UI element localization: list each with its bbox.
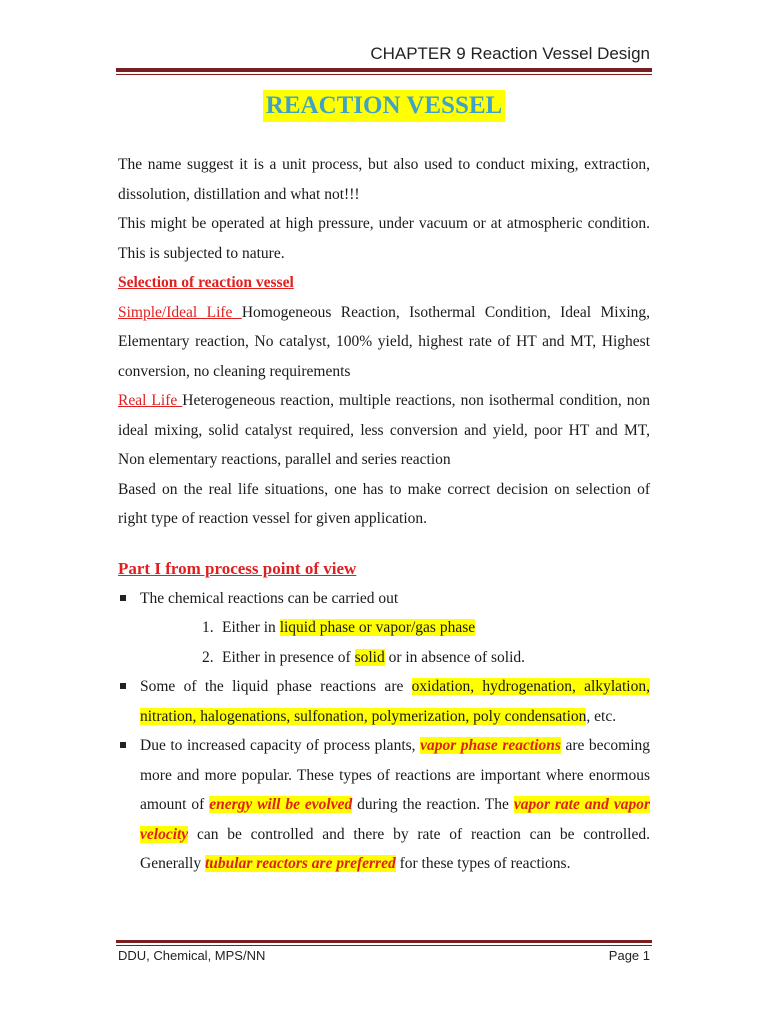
square-bullet-icon	[120, 595, 126, 601]
bullet-3-text: are becoming more and more popular. These types of reactions are important where enormous amount of	[140, 737, 651, 813]
part1-bullet-list	[118, 584, 650, 879]
sub2-text: Either in presence of	[222, 648, 355, 666]
bullet-3-text: Due to increased capacity of process plants,	[140, 737, 421, 754]
square-bullet-icon	[120, 742, 126, 748]
bullet-3-text: for these types of reactions.	[395, 855, 571, 872]
numbered-sublist	[140, 613, 650, 672]
list-item	[118, 731, 650, 879]
bullet-3-highlight-1: vapor phase reactions	[420, 737, 561, 754]
list-item	[202, 613, 650, 643]
page-number: Page 1	[608, 948, 650, 963]
item-number: 2.	[202, 648, 214, 666]
header-rule	[116, 68, 652, 72]
footer-left: DDU, Chemical, MPS/NN	[118, 948, 266, 963]
bullet-1-text: The chemical reactions can be carried out	[140, 589, 399, 607]
intro-paragraph-2: This might be operated at high pressure, under vacuum or at atmospheric condition. This is subjected to nature.	[118, 215, 650, 262]
ideal-life-paragraph	[118, 298, 650, 387]
square-bullet-icon	[120, 683, 126, 689]
sub2-highlight: solid	[354, 648, 385, 666]
ideal-life-label: Simple/Ideal Life	[118, 303, 242, 321]
intro-paragraph-1: The name suggest it is a unit process, but also used to conduct mixing, extraction, dissolution, distillation and what not!!!	[118, 156, 650, 203]
bullet-3-highlight-3: vapor rate and vapor velocity	[140, 796, 650, 843]
sub1-highlight: liquid phase or vapor/gas phase	[279, 619, 476, 636]
chapter-header: CHAPTER 9 Reaction Vessel Design	[370, 44, 650, 63]
bullet-3-text: during the reaction. The	[352, 796, 514, 813]
real-life-text: Heterogeneous reaction, multiple reactions, non isothermal condition, non ideal mixing, solid catalyst required, less conversion and yield, poor HT and MT, Non elementary reactions, parallel and series reaction	[118, 392, 650, 468]
bullet-3-highlight-4: tubular reactors are preferred	[204, 855, 396, 872]
bullet-2-text: Some of the liquid phase reactions are	[140, 678, 412, 695]
ideal-life-text: Homogeneous Reaction, Isothermal Condition, Ideal Mixing, Elementary reaction, No catalyst, 100% yield, highest rate of HT and MT, Highest conversion, no cleaning requirements	[118, 303, 650, 380]
sub2-text-end: or in absence of solid.	[384, 648, 526, 666]
page-title: REACTION VESSEL	[263, 90, 505, 122]
footer-rule	[116, 940, 652, 943]
selection-conclusion: Based on the real life situations, one has to make correct decision on selection of right type of reaction vessel for given application.	[118, 480, 650, 527]
selection-heading: Selection of reaction vessel	[118, 274, 294, 291]
document-body	[118, 150, 650, 879]
list-item	[202, 643, 650, 673]
list-item	[118, 584, 650, 673]
real-life-label: Real Life	[118, 392, 183, 409]
bullet-3-highlight-2: energy will be evolved	[209, 796, 353, 813]
bullet-2-highlight: oxidation, hydrogenation, alkylation, nitration, halogenations, sulfonation, polymerization, poly condensation	[140, 678, 650, 725]
header-rule-thin	[116, 74, 652, 75]
title-container	[0, 90, 768, 122]
item-number: 1.	[202, 619, 214, 636]
part1-heading: Part I from process point of view	[118, 558, 357, 578]
real-life-paragraph	[118, 386, 650, 475]
list-item	[118, 672, 650, 731]
bullet-2-text-end: , etc.	[586, 707, 617, 725]
footer-rule-thin	[116, 945, 652, 946]
bullet-3-text: can be controlled and there by rate of reaction can be controlled. Generally	[140, 825, 650, 872]
sub1-text: Either in	[222, 619, 280, 636]
